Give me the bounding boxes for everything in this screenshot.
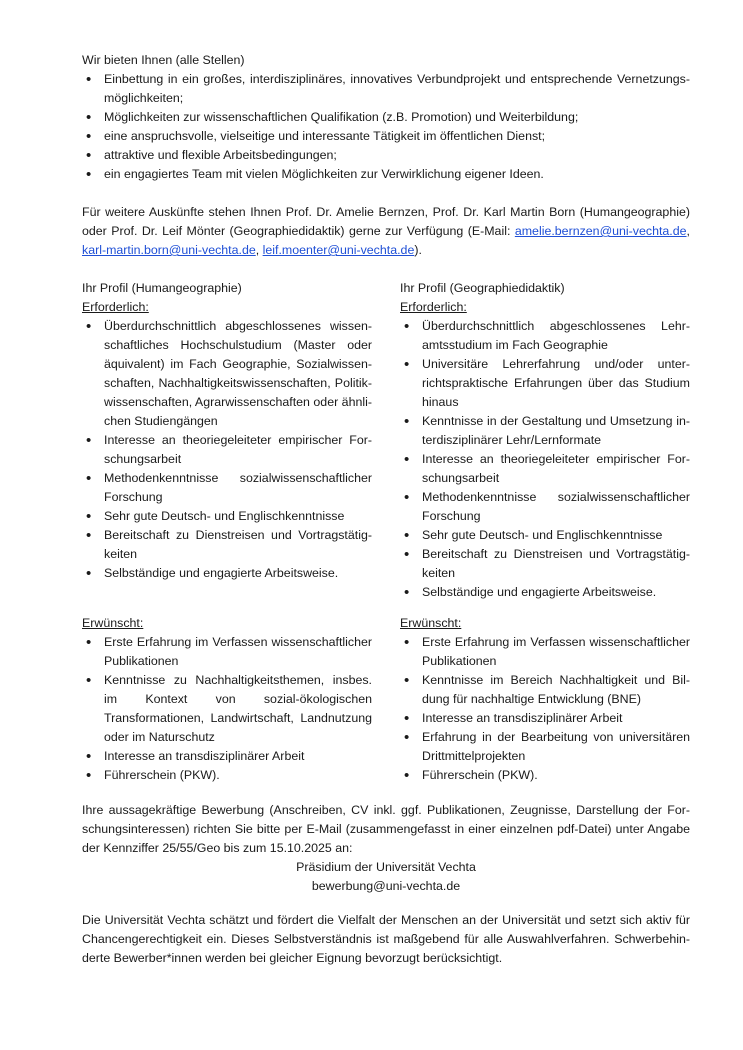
list-item: • Kenntnisse im Bereich Nachhaltigkeit und Bildung für nachhaltige Entwicklung (BNE) bbox=[400, 671, 690, 709]
profile-heading: Ihr Profil (Humangeographie) bbox=[82, 281, 242, 295]
list-item: • Methodenkenntnisse sozialwissenschaftlicher Forschung bbox=[400, 488, 690, 526]
list-item: • Interesse an transdisziplinärer Arbeit bbox=[82, 747, 372, 766]
desired-list bbox=[400, 633, 690, 785]
desired-list bbox=[82, 633, 372, 785]
list-item: • Interesse an theoriegeleiteter empirischer Forschungsarbeit bbox=[400, 450, 690, 488]
list-item: • Interesse an theoriegeleiteter empirischer Forschungsarbeit bbox=[82, 431, 372, 469]
required-label: Erforderlich: bbox=[400, 300, 467, 314]
email-link-born[interactable]: karl-martin.born@uni-vechta.de bbox=[82, 243, 256, 257]
list-item: • Universitäre Lehrerfahrung und/oder unterrichtspraktische Erfahrungen über das Studium hinaus bbox=[400, 355, 690, 412]
required-list bbox=[82, 317, 372, 583]
list-item: • Selbständige und engagierte Arbeitsweise. bbox=[82, 564, 372, 583]
closing-text: ). bbox=[414, 243, 422, 257]
profile-geographiedidaktik bbox=[400, 279, 690, 602]
diversity-text: Die Universität Vechta schätzt und fördert die Vielfalt der Menschen an der Universität und setzt sich aktiv für Chancengerechtigkeit ein. Dieses Selbstverständnis ist maßgebend für alle Auswahlverfahren. Schwerbehinderte Bewerber*innen werden bei gleicher Eignung bevorzugt berücksichtigt. bbox=[82, 913, 690, 965]
profile-heading: Ihr Profil (Geographiedidaktik) bbox=[400, 281, 565, 295]
email-link-bernzen[interactable]: amelie.bernzen@uni-vechta.de bbox=[514, 224, 687, 238]
desired-humangeographie bbox=[82, 614, 372, 785]
list-item: • Überdurchschnittlich abgeschlossenes wissenschaftliches Hochschulstudium (Master oder äquivalent) im Fach Geographie, Sozialwissenschaften, Nachhaltigkeitswissenschaften, Politikwissenschaften, Agrarwissenschaften oder ähnlichen Studiengängen bbox=[82, 317, 372, 431]
contact-paragraph bbox=[82, 203, 690, 260]
list-item: • eine anspruchsvolle, vielseitige und interessante Tätigkeit im öffentlichen Dienst; bbox=[82, 127, 690, 146]
list-item: • Erfahrung in der Bearbeitung von universitären Drittmittelprojekten bbox=[400, 728, 690, 766]
application-section bbox=[82, 801, 690, 896]
separator: , bbox=[686, 224, 690, 238]
desired-geographiedidaktik bbox=[400, 614, 690, 785]
diversity-statement bbox=[82, 911, 690, 968]
list-item: • Sehr gute Deutsch- und Englischkenntnisse bbox=[400, 526, 690, 545]
list-item: • ein engagiertes Team mit vielen Möglichkeiten zur Verwirklichung eigener Ideen. bbox=[82, 165, 690, 184]
required-list bbox=[400, 317, 690, 602]
list-item: • Führerschein (PKW). bbox=[82, 766, 372, 785]
application-text: Ihre aussagekräftige Bewerbung (Anschreiben, CV inkl. ggf. Publikationen, Zeugnisse, Darstellung der Forschungsinteressen) richten Sie bitte per E-Mail (zusammengefasst in einer einzelnen pdf-Datei) unter Angabe der Kennziffer 25/55/Geo bis zum 15.10.2025 an: bbox=[82, 803, 690, 855]
desired-label: Erwünscht: bbox=[400, 616, 462, 630]
offer-heading: Wir bieten Ihnen (alle Stellen) bbox=[82, 53, 245, 67]
list-item: • Führerschein (PKW). bbox=[400, 766, 690, 785]
list-item: • Methodenkenntnisse sozialwissenschaftlicher Forschung bbox=[82, 469, 372, 507]
contact-text: Für weitere Auskünfte stehen Ihnen Prof. Dr. Amelie Bernzen, Prof. Dr. Karl Martin Born (Humangeographie) oder Prof. Dr. Leif Mönter (Geographiedidaktik) gerne zur Verfügung (E-Mail: bbox=[82, 205, 690, 238]
list-item: • Interesse an transdisziplinärer Arbeit bbox=[400, 709, 690, 728]
list-item: • Bereitschaft zu Dienstreisen und Vortragstätigkeiten bbox=[400, 545, 690, 583]
list-item: • Möglichkeiten zur wissenschaftlichen Qualifikation (z.B. Promotion) und Weiterbildung; bbox=[82, 108, 690, 127]
list-item: • attraktive und flexible Arbeitsbedingungen; bbox=[82, 146, 690, 165]
offer-list bbox=[82, 70, 690, 184]
list-item: • Erste Erfahrung im Verfassen wissenschaftlicher Publikationen bbox=[400, 633, 690, 671]
list-item: • Bereitschaft zu Dienstreisen und Vortragstätigkeiten bbox=[82, 526, 372, 564]
profile-humangeographie bbox=[82, 279, 372, 583]
offer-section bbox=[82, 51, 690, 184]
list-item: • Kenntnisse in der Gestaltung und Umsetzung interdisziplinärer Lehr/Lernformate bbox=[400, 412, 690, 450]
list-item: • Sehr gute Deutsch- und Englischkenntnisse bbox=[82, 507, 372, 526]
desired-label: Erwünscht: bbox=[82, 616, 144, 630]
email-link-moenter[interactable]: leif.moenter@uni-vechta.de bbox=[262, 243, 415, 257]
application-email: bewerbung@uni-vechta.de bbox=[311, 879, 461, 893]
list-item: • Einbettung in ein großes, interdisziplinäres, innovatives Verbundprojekt und entsprechende Vernetzungsmöglichkeiten; bbox=[82, 70, 690, 108]
list-item: • Erste Erfahrung im Verfassen wissenschaftlicher Publikationen bbox=[82, 633, 372, 671]
separator: , bbox=[255, 243, 263, 257]
recipient-name: Präsidium der Universität Vechta bbox=[296, 860, 476, 874]
list-item: • Überdurchschnittlich abgeschlossenes Lehramtsstudium im Fach Geographie bbox=[400, 317, 690, 355]
required-label: Erforderlich: bbox=[82, 300, 149, 314]
list-item: • Selbständige und engagierte Arbeitsweise. bbox=[400, 583, 690, 602]
list-item: • Kenntnisse zu Nachhaltigkeitsthemen, insbes. im Kontext von sozial-ökologischen Transformationen, Landwirtschaft, Landnutzung oder im Naturschutz bbox=[82, 671, 372, 747]
